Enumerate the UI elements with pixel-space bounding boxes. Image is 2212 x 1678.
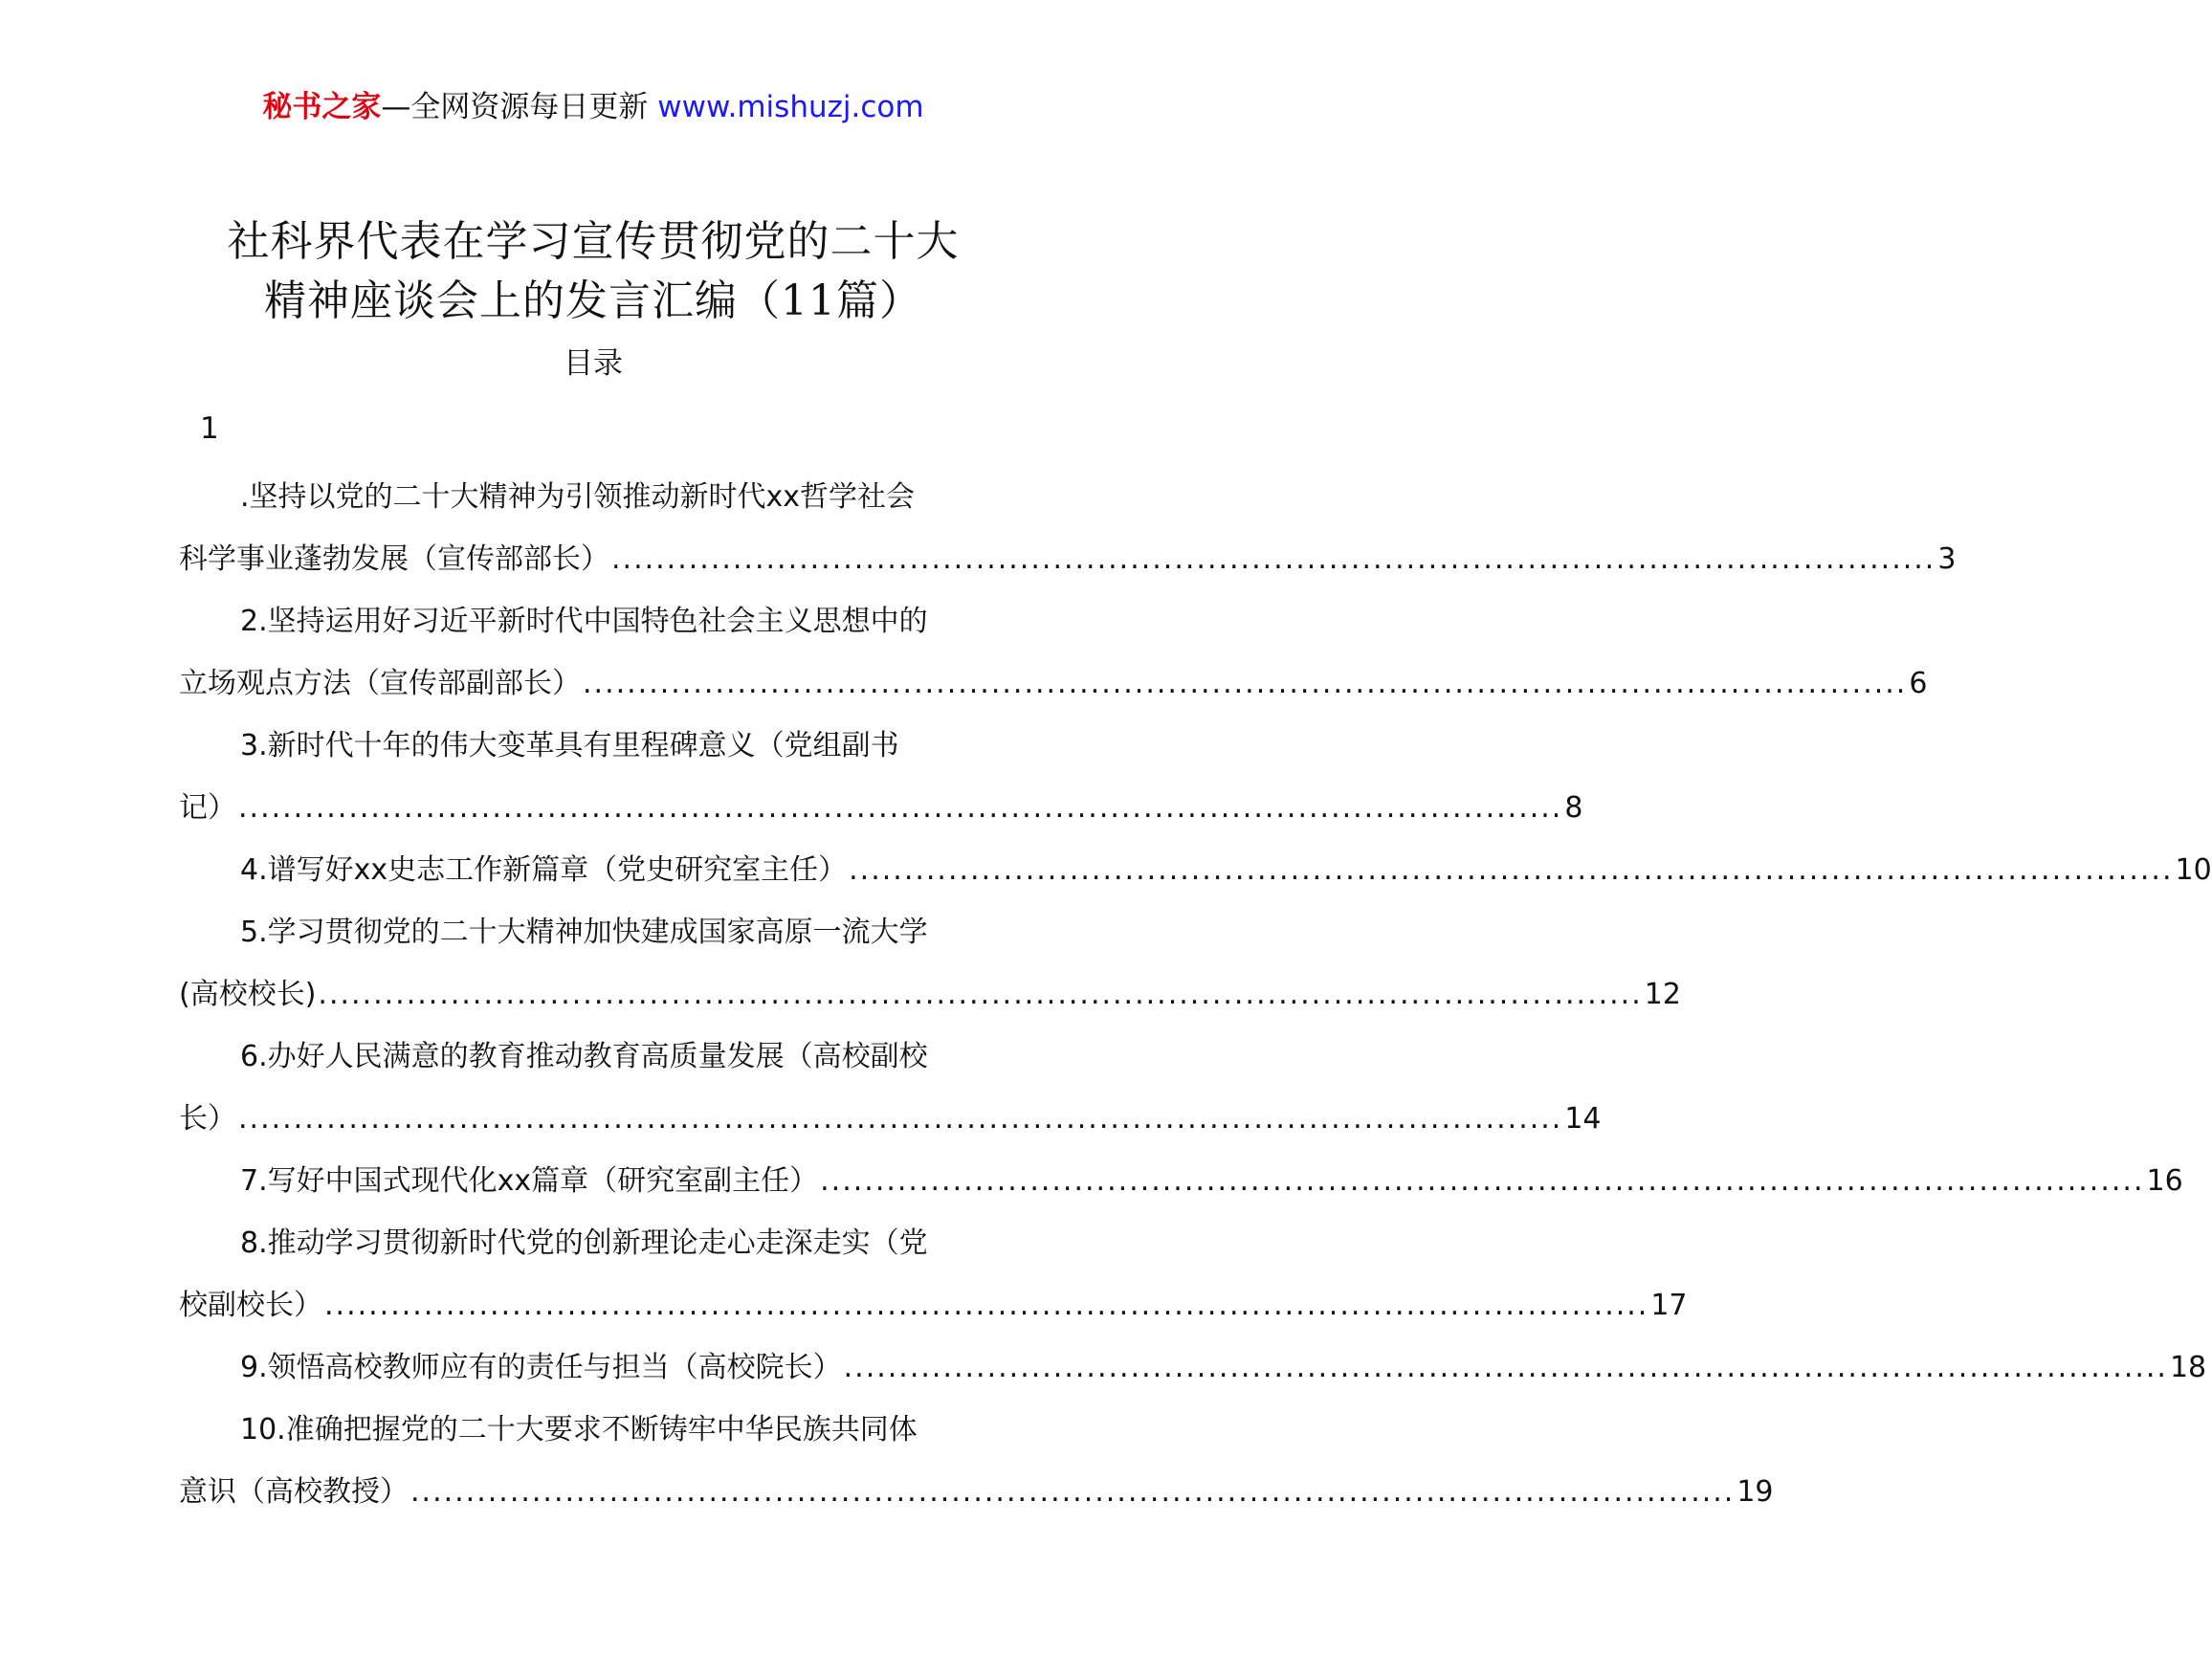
toc-leader-dots: ........................................................................................................................ [238, 791, 1563, 825]
title-line-1: 社科界代表在学习宣传贯彻党的二十大 [227, 217, 960, 266]
toc-leader-dots: ........................................................................................................................ [238, 1102, 1563, 1136]
toc-entry-text: 2.坚持运用好习近平新时代中国特色社会主义思想中的 [240, 605, 928, 638]
toc-entry-text: 6.办好人民满意的教育推动教育高质量发展（高校副校 [240, 1040, 928, 1073]
title-line-2: 精神座谈会上的发言汇编（11篇） [264, 276, 922, 325]
toc-entry[interactable] [179, 1212, 1688, 1336]
toc-leader-dots: ........................................................................................................................ [611, 542, 1936, 576]
toc-entry[interactable] [179, 901, 1681, 1026]
toc-entry-line-1 [179, 1399, 1009, 1461]
toc-leader-dots: ........................................................................................................................ [820, 1164, 2145, 1198]
toc-page-number: 14 [1564, 1102, 1602, 1136]
toc-entry-text: 长） [179, 1102, 236, 1136]
toc-page-number: 18 [2169, 1351, 2207, 1384]
toc-entry-text: 校副校长） [179, 1289, 322, 1322]
toc-leader-dots: ........................................................................................................................ [324, 1289, 1649, 1322]
toc-entry-text: 科学事业蓬勃发展（宣传部部长） [179, 542, 609, 576]
toc-entry-line-2 [179, 963, 1681, 1026]
toc-entry-line-1 [179, 1336, 2207, 1399]
toc-entry-text: .坚持以党的二十大精神为引领推动新时代xx哲学社会 [240, 480, 916, 514]
toc-entry-line-1 [179, 715, 1009, 777]
toc-entry-line-1 [179, 466, 1009, 528]
toc-entry-text: 记） [179, 791, 236, 825]
brand-slogan: —全网资源每日更新 [381, 90, 649, 124]
toc-entry-line-1 [179, 1150, 2183, 1212]
toc-entry-line-1 [179, 839, 2212, 901]
toc-page-number: 8 [1564, 791, 1583, 825]
site-url-link[interactable]: www.mishuzj.com [657, 90, 924, 124]
toc-leader-dots: ........................................................................................................................ [410, 1475, 1736, 1509]
toc-entry-text: 5.学习贯彻党的二十大精神加快建成国家高原一流大学 [240, 916, 928, 949]
toc-entry[interactable] [179, 839, 2212, 901]
toc-entry-line-2 [179, 777, 1583, 839]
toc-entry-text: 4.谱写好xx史志工作新篇章（党史研究室主任） [240, 853, 848, 887]
toc-entry[interactable] [179, 1399, 1774, 1523]
toc-heading: 目录 [564, 346, 623, 381]
document-title [0, 212, 1186, 331]
toc-entry-text: 7.写好中国式现代化xx篇章（研究室副主任） [240, 1164, 819, 1198]
toc-entry-line-2 [179, 1461, 1774, 1523]
toc-entry-line-2 [179, 652, 1928, 715]
toc-entry-line-2 [179, 528, 1957, 590]
toc-page-number: 17 [1650, 1289, 1688, 1322]
toc-page-number: 16 [2146, 1164, 2183, 1198]
toc-entry-text: 意识（高校教授） [179, 1475, 409, 1509]
toc-entry[interactable] [179, 466, 1957, 590]
toc-entry-text: 3.新时代十年的伟大变革具有里程碑意义（党组副书 [240, 729, 899, 762]
toc-leader-dots: ........................................................................................................................ [843, 1351, 2168, 1384]
toc-page-number: 3 [1937, 542, 1957, 576]
toc-entry-text: 8.推动学习贯彻新时代党的创新理论走心走深走实（党 [240, 1226, 928, 1260]
toc-page-number: 19 [1736, 1475, 1774, 1509]
toc-leader-dots: ........................................................................................................................ [583, 667, 1908, 700]
toc-entry[interactable] [179, 1026, 1602, 1150]
toc-entry[interactable] [179, 715, 1583, 839]
brand-name: 秘书之家 [262, 90, 382, 124]
toc-entry[interactable] [179, 1336, 2207, 1399]
toc-entry[interactable] [179, 590, 1928, 715]
toc-page-number: 12 [1644, 978, 1681, 1011]
toc-page-number: 6 [1909, 667, 1928, 700]
toc-leader-dots: ........................................................................................................................ [849, 853, 2174, 887]
site-banner [0, 88, 1186, 126]
toc-entry-text: 立场观点方法（宣传部副部长） [179, 667, 581, 700]
toc-entry-line-1 [179, 1026, 1009, 1088]
toc-entry-text: (高校校长) [179, 978, 317, 1011]
toc-entry-line-1 [179, 1212, 1009, 1274]
toc-page-number: 10 [2175, 853, 2212, 887]
toc-entry[interactable] [179, 1150, 2183, 1212]
toc-leader-dots: ........................................................................................................................ [318, 978, 1643, 1011]
toc-leading-number: 1 [200, 411, 219, 446]
toc-entry-line-1 [179, 901, 1009, 963]
toc-entry-text: 9.领悟高校教师应有的责任与担当（高校院长） [240, 1351, 842, 1384]
toc-entry-text: 10.准确把握党的二十大要求不断铸牢中华民族共同体 [240, 1413, 918, 1446]
toc-entry-line-2 [179, 1088, 1602, 1150]
toc-entry-line-1 [179, 590, 1009, 652]
table-of-contents [179, 466, 2212, 1523]
toc-entry-line-2 [179, 1274, 1688, 1336]
